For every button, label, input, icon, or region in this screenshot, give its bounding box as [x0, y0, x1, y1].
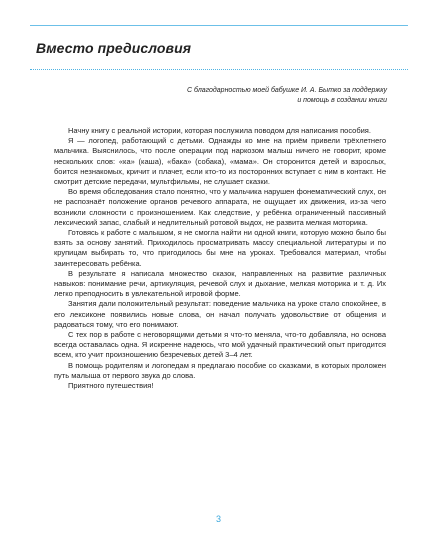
paragraph: Во время обследования стало понятно, что у мальчика нарушен фонематический слух, он не распознаёт положение органов речевого аппарата, не ощущает их движения, из-за чего возникли сложности с произношением. Как следствие, у ребёнка ограниченный пассивный лексический запас, слабый и недлительный ротовой выдох, не развита мелкая моторика. [54, 187, 386, 227]
paragraph: Начну книгу с реальной истории, которая послужила поводом для написания пособия. [68, 126, 371, 135]
page-title: Вместо предисловия [36, 40, 192, 56]
paragraph: Готовясь к работе с малышом, я не смогла найти ни одной книги, которую можно было бы взять за основу занятий. Приходилось просматривать массу специальной литературы и по крупицам выбирать то, что пригодилось бы мне на уроках. Требовался материал, чтобы заинтересовать ребёнка. [54, 228, 386, 268]
paragraph: Приятного путешествия! [68, 381, 154, 391]
epigraph-line-2: и помощь в создании книги [297, 97, 387, 104]
page-number: 3 [215, 514, 221, 524]
epigraph [87, 86, 387, 106]
header-rule [30, 25, 408, 26]
body-text [54, 126, 386, 391]
epigraph-line-1: С благодарностью моей бабушке И. А. Бытко за поддержку [187, 87, 387, 94]
paragraph: Занятия дали положительный результат: поведение мальчика на уроке стало спокойнее, в его лексиконе появились новые слова, он начал получать удовольствие от общения и радоваться тому, что его понимают. [54, 299, 386, 329]
dotted-divider [30, 69, 408, 70]
paragraph: Я — логопед, работающий с детьми. Однажды ко мне на приём привели трёхлетнего мальчика. Выяснилось, что после операции под наркозом малыш ничего не говорит, кроме нескольких слов: «ка» (каша), «бака» (собака), «мама». Он сторонится детей и взрослых, боится незнакомых, кричит и плачет, если кто-то из посторонних вступает с ним в контакт. Не смотрит детские передачи, мультфильмы, не слушает сказки. [54, 136, 386, 187]
paragraph: В помощь родителям и логопедам я предлагаю пособие со сказками, в которых проложен путь малыша от первого звука до слова. [54, 360, 386, 380]
paragraph: С тех пор в работе с неговорящими детьми я что-то меняла, что-то добавляла, но основа всегда оставалась одна. Я искренне надеюсь, что мой удачный практический опыт пригодится всем, кто учит произношению безречевых детей 3–4 лет. [54, 330, 386, 360]
paragraph: В результате я написала множество сказок, направленных на развитие различных навыков: понимание речи, артикуляция, речевой слух и дыхание, мелкая моторика и т. д. Их легко преподносить в увлекательной игровой форме. [54, 268, 386, 299]
